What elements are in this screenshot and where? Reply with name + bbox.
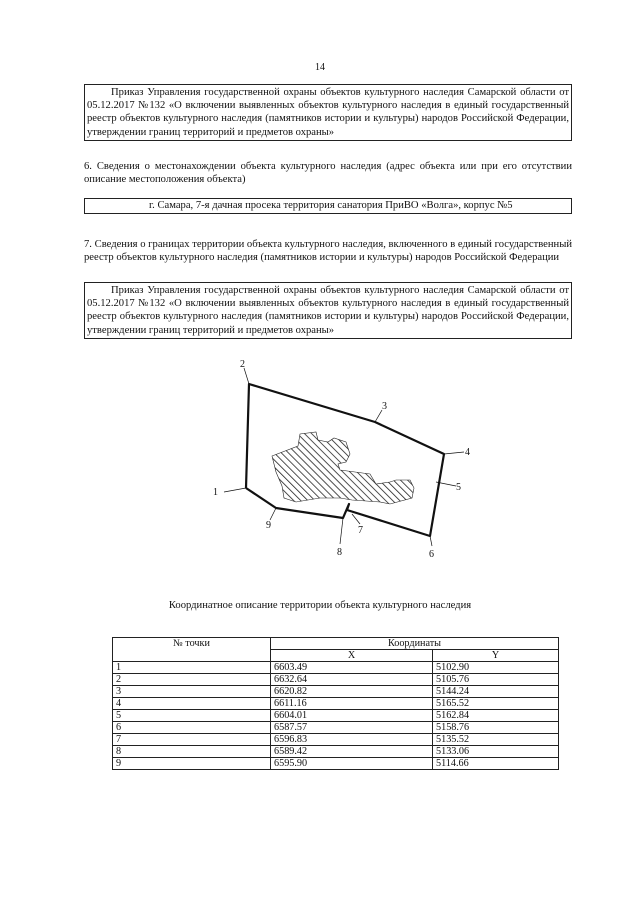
point-label-6: 6 — [429, 549, 434, 560]
address-text: г. Самара, 7-я дачная просека территория санатория ПриВО «Волга», корпус №5 — [149, 200, 513, 211]
y-coordinate-cell: 5133.06 — [433, 746, 559, 758]
x-coordinate-cell: 6632.64 — [271, 674, 433, 686]
y-coordinate-cell: 5158.76 — [433, 722, 559, 734]
section-6-heading: 6. Сведения о местонахождении объекта культурного наследия (адрес объекта или при его отсутствии описание местоположения объекта) — [84, 161, 572, 186]
order-box-1-text: Приказ Управления государственной охраны объектов культурного наследия Самарской области от 05.12.2017 №132 «О включении выявленных объектов культурного наследия в единый государственный реестр объектов культурного наследия (памятников истории и культуры) народов Российской Федерации, утверждении границ территорий и предметов охраны» — [87, 87, 569, 138]
table-row — [113, 746, 559, 758]
order-box-1 — [84, 84, 572, 141]
order-box-2 — [84, 282, 572, 339]
x-coordinate-cell: 6596.83 — [271, 734, 433, 746]
building-footprint — [272, 432, 414, 504]
y-coordinate-cell: 5165.52 — [433, 698, 559, 710]
x-coordinate-cell: 6611.16 — [271, 698, 433, 710]
table-row — [113, 722, 559, 734]
point-number-cell: 8 — [113, 746, 271, 758]
point-number-cell: 2 — [113, 674, 271, 686]
coordinate-description-title: Координатное описание территории объекта культурного наследия — [168, 600, 472, 611]
table-row — [113, 686, 559, 698]
point-label-1: 1 — [213, 487, 218, 498]
x-coordinate-cell: 6620.82 — [271, 686, 433, 698]
y-coordinate-cell: 5162.84 — [433, 710, 559, 722]
y-coordinate-cell: 5105.76 — [433, 674, 559, 686]
order-box-2-text: Приказ Управления государственной охраны объектов культурного наследия Самарской области от 05.12.2017 №132 «О включении выявленных объектов культурного наследия в единый государственный реестр объектов культурного наследия (памятников истории и культуры) народов Российской Федерации, утверждении границ территорий и предметов охраны» — [87, 285, 569, 336]
point-label-5: 5 — [456, 482, 461, 493]
point-label-9: 9 — [266, 520, 271, 531]
table-header-row — [113, 638, 559, 650]
x-coordinate-cell: 6589.42 — [271, 746, 433, 758]
header-coordinates: Координаты — [271, 638, 559, 650]
x-coordinate-cell: 6603.49 — [271, 662, 433, 674]
section-7-heading: 7. Сведения о границах территории объекта культурного наследия, включенного в единый государственный реестр объектов культурного наследия (памятников истории и культуры) народов Российской Федерации — [84, 239, 572, 264]
territory-boundary-diagram — [200, 358, 470, 573]
y-coordinate-cell: 5102.90 — [433, 662, 559, 674]
point-number-cell: 9 — [113, 758, 271, 770]
address-box — [84, 198, 572, 214]
header-x: X — [271, 650, 433, 662]
x-coordinate-cell: 6604.01 — [271, 710, 433, 722]
table-row — [113, 698, 559, 710]
x-coordinate-cell: 6587.57 — [271, 722, 433, 734]
point-number-cell: 7 — [113, 734, 271, 746]
table-row — [113, 734, 559, 746]
page-number: 14 — [315, 62, 325, 73]
header-point-number: № точки — [113, 638, 271, 662]
header-y: Y — [433, 650, 559, 662]
y-coordinate-cell: 5144.24 — [433, 686, 559, 698]
table-row — [113, 674, 559, 686]
point-label-8: 8 — [337, 547, 342, 558]
table-row — [113, 758, 559, 770]
coordinates-table — [112, 637, 559, 770]
point-number-cell: 4 — [113, 698, 271, 710]
point-number-cell: 6 — [113, 722, 271, 734]
point-label-4: 4 — [465, 447, 470, 458]
x-coordinate-cell: 6595.90 — [271, 758, 433, 770]
table-row — [113, 710, 559, 722]
point-label-3: 3 — [382, 401, 387, 412]
point-label-7: 7 — [358, 525, 363, 536]
point-number-cell: 3 — [113, 686, 271, 698]
table-row — [113, 662, 559, 674]
y-coordinate-cell: 5114.66 — [433, 758, 559, 770]
point-label-2: 2 — [240, 359, 245, 370]
y-coordinate-cell: 5135.52 — [433, 734, 559, 746]
point-number-cell: 1 — [113, 662, 271, 674]
point-number-cell: 5 — [113, 710, 271, 722]
